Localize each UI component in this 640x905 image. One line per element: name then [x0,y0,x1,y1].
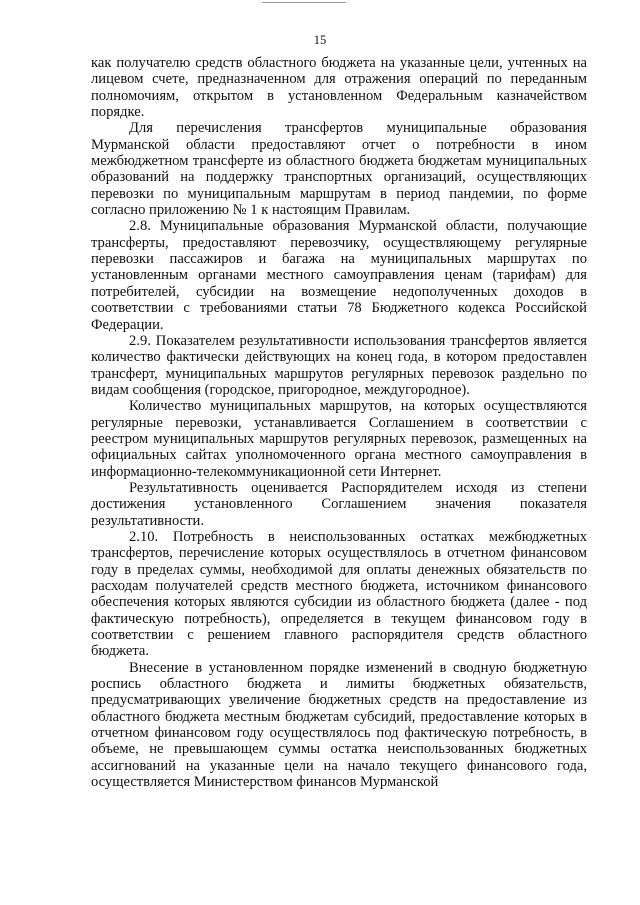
paragraph-clause-2-9: 2.9. Показателем результативности использования трансфертов является количество фактически действующих на конец года, в котором предоставлен трансферт, муниципальных маршрутов регулярных перевозок раздельно по видам сообщения (городское, пригородное, междугородное). [91,332,587,398]
paragraph-clause-2-8: 2.8. Муниципальные образования Мурманской области, получающие трансферты, предоставляют перевозчику, осуществляющему регулярные перевозки пассажиров и багажа на муниципальных маршрутах по установленным органами местного самоуправления ценам (тарифам) для потребителей, субсидии на возмещение недополученных доходов в соответствии с требованиями статьи 78 Бюджетного кодекса Российской Федерации. [91,218,587,333]
page-number: 15 [313,33,327,47]
document-body [91,55,587,790]
paragraph-transfer-report: Для перечисления трансфертов муниципальные образования Мурманской области предоставляют отчет о потребности в ином межбюджетном трансферте из областного бюджета бюджетам муниципальных образований на поддержку транспортных организаций, осуществляющих перевозки по муниципальным маршрутам в период пандемии, по форме согласно приложению № 1 к настоящим Правилам. [91,120,587,219]
paragraph-continuation: как получателю средств областного бюджета на указанные цели, учтенных на лицевом счете, предназначенном для отражения операций по переданным полномочиям, открытом в установленном Федеральным казначейством порядке. [91,55,587,121]
header-rule [262,2,346,3]
paragraph-route-count: Количество муниципальных маршрутов, на которых осуществляются регулярные перевозки, устанавливается Соглашением в соответствии с реестром муниципальных маршрутов регулярных перевозок, размещенных на официальных сайтах уполномоченного органа местного самоуправления в информационно-телекоммуникационной сети Интернет. [91,398,587,480]
paragraph-effectiveness: Результативность оценивается Распорядителем исходя из степени достижения установленного Соглашением значения показателя результативности. [91,479,587,529]
paragraph-budget-changes: Внесение в установленном порядке изменений в сводную бюджетную роспись областного бюджета и лимиты бюджетных обязательств, предусматривающих увеличение бюджетных средств на предоставление из областного бюджета местным бюджетам субсидий, предоставление которых в отчетном финансовом году осуществлялось под фактическую потребность, в объеме, не превышающем суммы остатка неиспользованных бюджетных ассигнований на указанные цели на начало текущего финансового года, осуществляется Министерством финансов Мурманской [91,659,587,791]
paragraph-clause-2-10: 2.10. Потребность в неиспользованных остатках межбюджетных трансфертов, перечисление которых осуществлялось в отчетном финансовом году в пределах суммы, необходимой для оплаты денежных обязательств по расходам получателей средств местного бюджета, источником финансового обеспечения которых являются субсидии из областного бюджета (далее - под фактическую потребность), определяется в текущем финансовом году в соответствии с решением главного распорядителя средств областного бюджета. [91,528,587,660]
